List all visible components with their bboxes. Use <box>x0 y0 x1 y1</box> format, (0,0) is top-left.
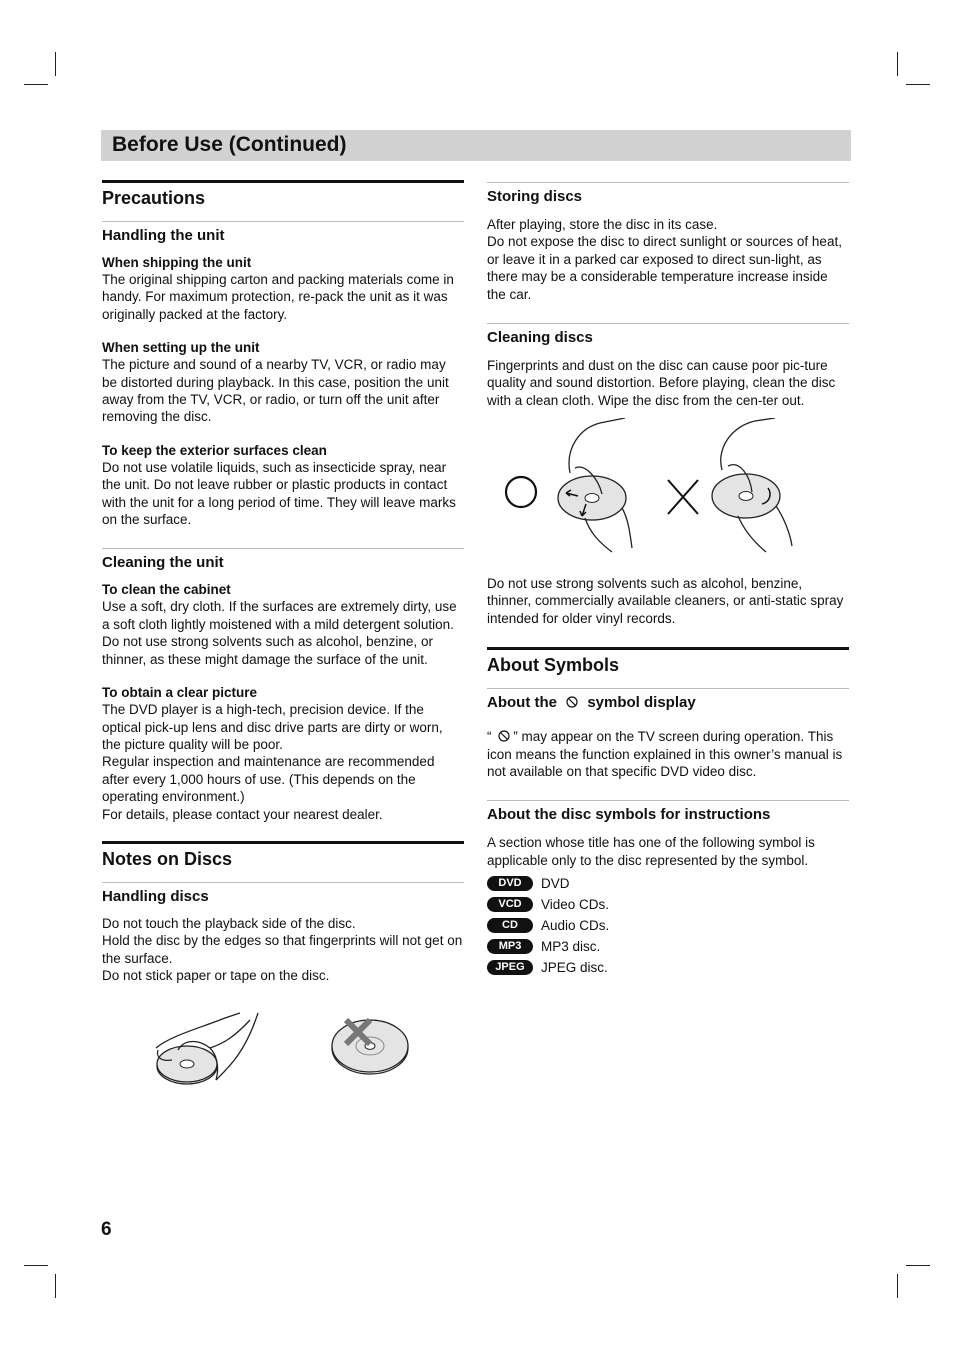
crop-mark <box>55 1274 56 1298</box>
precautions-title: Precautions <box>102 180 464 209</box>
hand-holding-disc-illustration <box>150 1008 270 1090</box>
handling-unit-title: Handling the unit <box>102 221 464 245</box>
cleaning-discs-text-2: Do not use strong solvents such as alcohol, benzine, thinner, commercially available cleaners, or anti-static spray intended for older vinyl records. <box>487 576 844 626</box>
left-column <box>102 180 464 985</box>
prohibited-icon <box>498 730 510 742</box>
shipping-heading: When shipping the unit <box>102 255 252 270</box>
setting-up-text: The picture and sound of a nearby TV, VCR, or radio may be distorted during playback. In this case, position the unit away from the TV, VCR, or radio, or turn off the unit after removing the disc. <box>102 357 449 425</box>
mp3-badge: MP3 <box>487 939 533 954</box>
disc-with-cross-illustration <box>328 1012 412 1078</box>
symbol-display-text-rest: ” may appear on the TV screen during operation. This icon means the function explained in this owner’s manual is not available on that specific DVD video disc. <box>487 729 843 780</box>
disc-symbol-list <box>487 873 849 978</box>
disc-symbols-title: About the disc symbols for instructions <box>487 800 849 824</box>
setting-up-heading: When setting up the unit <box>102 340 260 356</box>
jpeg-label: JPEG disc. <box>541 960 608 976</box>
cleaning-discs-title: Cleaning discs <box>487 323 849 347</box>
cabinet-text: Use a soft, dry cloth. If the surfaces are extremely dirty, use a soft cloth lightly moistened with a mild detergent solution. Do not use strong solvents such as alcohol, benzine, or thinner, as these might damage the surface of the unit. <box>102 599 457 667</box>
disc-symbols-intro: A section whose title has one of the following symbol is applicable only to the disc represented by the symbol. <box>487 835 815 868</box>
cleaning-discs-text-1: Fingerprints and dust on the disc can cause poor pic-ture quality and sound distortion. Before playing, clean the disc with a clean cloth. Wipe the disc from the cen-ter out. <box>487 358 836 408</box>
right-column <box>487 182 849 409</box>
correct-circle-icon <box>506 477 536 507</box>
header-bar <box>101 130 851 161</box>
cabinet-heading: To clean the cabinet <box>102 582 231 598</box>
symbol-display-title-pre: About the <box>487 694 557 712</box>
mp3-label: MP3 disc. <box>541 939 601 955</box>
about-symbols-title: About Symbols <box>487 647 849 676</box>
symbol-display-quote-open: “ <box>487 729 492 745</box>
notes-on-discs-title: Notes on Discs <box>102 841 464 870</box>
list-item <box>487 873 849 894</box>
right-column-lower <box>487 575 849 978</box>
crop-mark <box>897 52 898 76</box>
cleaning-unit-title: Cleaning the unit <box>102 548 464 572</box>
handling-discs-title: Handling discs <box>102 882 464 906</box>
picture-text-2: Regular inspection and maintenance are recommended after every 1,000 hours of use. (This depends on the operating environment.) <box>102 754 435 805</box>
crop-mark <box>906 1265 930 1266</box>
handling-discs-line-3: Do not stick paper or tape on the disc. <box>102 968 330 984</box>
list-item <box>487 894 849 915</box>
storing-line-1: After playing, store the disc in its case. <box>487 217 718 232</box>
symbol-display-text <box>487 728 849 780</box>
list-item <box>487 915 849 936</box>
dvd-badge: DVD <box>487 876 533 891</box>
vcd-badge: VCD <box>487 897 533 912</box>
prohibited-icon <box>566 696 578 708</box>
vcd-label: Video CDs. <box>541 897 610 913</box>
crop-mark <box>55 52 56 76</box>
symbol-display-title-post: symbol display <box>587 694 696 712</box>
picture-text-3: For details, please contact your nearest dealer. <box>102 806 383 822</box>
storing-line-2: Do not expose the disc to direct sunlight or sources of heat, or leave it in a parked car exposed to direct sun-light, as there may be a considerable temperature increase inside the car. <box>487 234 842 302</box>
page-title: Before Use (Continued) <box>112 133 347 156</box>
exterior-text: Do not use volatile liquids, such as insecticide spray, near the unit. Do not leave rubber or plastic products in contact with the unit for a long period of time. They will leave marks on the surface. <box>102 459 456 528</box>
crop-mark <box>897 1274 898 1298</box>
exterior-heading: To keep the exterior surfaces clean <box>102 442 327 458</box>
wipe-disc-illustration <box>500 418 800 558</box>
shipping-text: The original shipping carton and packing materials come in handy. For maximum protection, re-pack the unit as it was originally packed at the factory. <box>102 272 454 322</box>
cd-label: Audio CDs. <box>541 918 610 934</box>
symbol-display-title <box>487 688 849 712</box>
crop-mark <box>24 1265 48 1266</box>
jpeg-badge: JPEG <box>487 960 533 975</box>
picture-heading: To obtain a clear picture <box>102 685 258 701</box>
list-item <box>487 957 849 978</box>
crop-mark <box>906 84 930 85</box>
crop-mark <box>24 84 48 85</box>
dvd-label: DVD <box>541 876 570 892</box>
list-item <box>487 936 849 957</box>
picture-text-1: The DVD player is a high-tech, precision device. If the optical pick-up lens and disc drive parts are dirty or worn, the picture quality will be poor. <box>102 702 443 752</box>
handling-discs-line-1: Do not touch the playback side of the disc. <box>102 915 356 931</box>
handling-discs-line-2: Hold the disc by the edges so that fingerprints will not get on the surface. <box>102 933 463 966</box>
page-number: 6 <box>101 1219 112 1240</box>
storing-discs-title: Storing discs <box>487 182 849 206</box>
cd-badge: CD <box>487 918 533 933</box>
